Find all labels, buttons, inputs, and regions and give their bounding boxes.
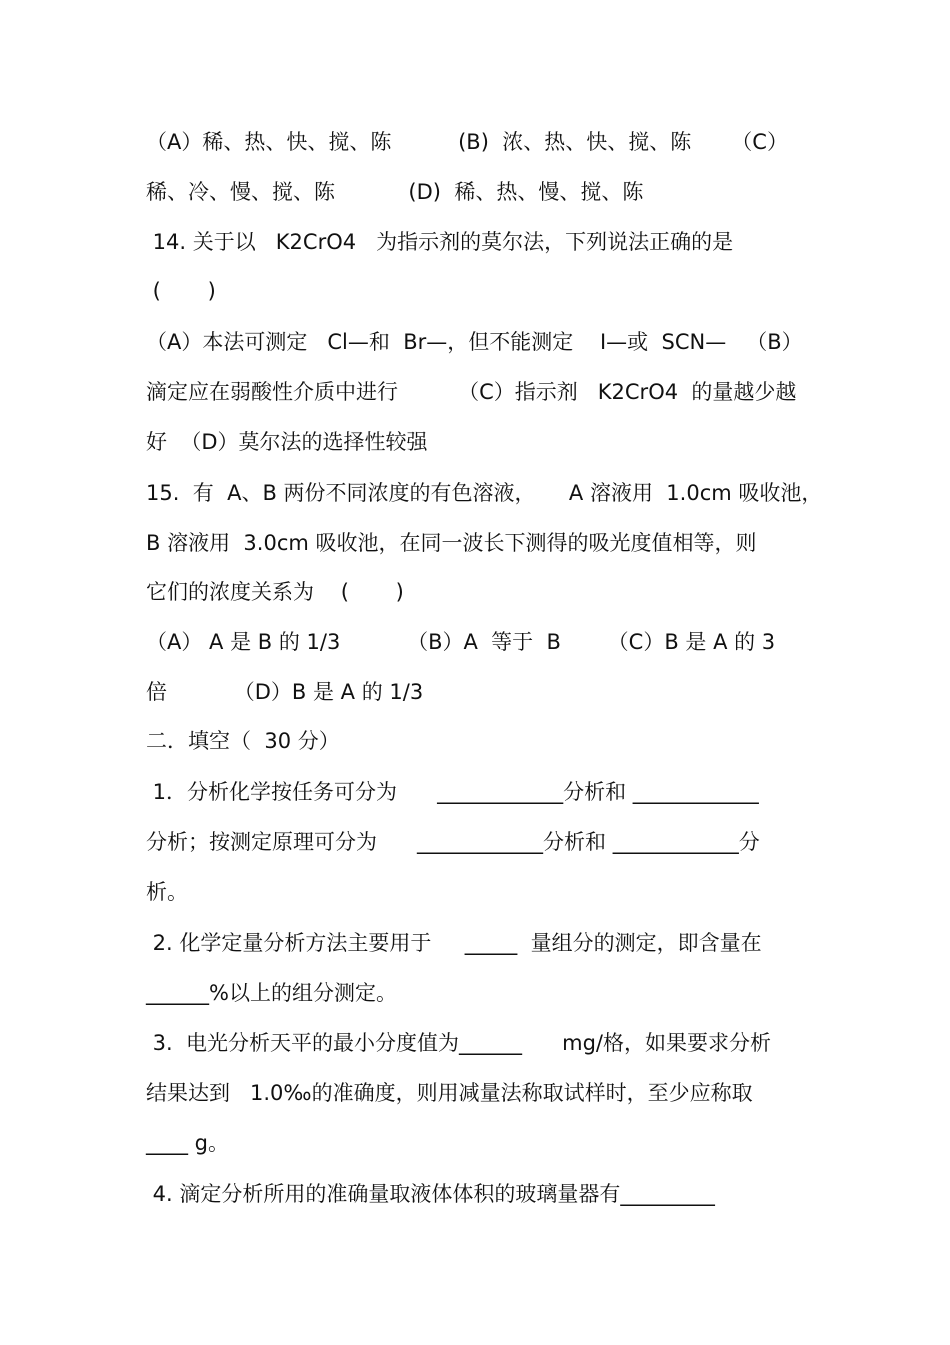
q15-options-line-2: 倍 （D）B 是 A 的 1/3 [146, 680, 424, 704]
q13-options-line-1: （A）稀、热、快、搅、陈 (B) 浓、热、快、搅、陈 （C） [146, 130, 788, 154]
q14-answer-bracket: ( ) [146, 279, 216, 303]
q14-question: 14. 关于以 K2CrO4 为指示剂的莫尔法，下列说法正确的是 [146, 230, 734, 254]
section-heading-fill-in: 二．填空（ 30 分） [146, 729, 340, 753]
q15-question-line-1: 15. 有 A、B 两份不同浓度的有色溶液， A 溶液用 1.0cm 吸收池， [146, 481, 823, 505]
q15-options-line-1: （A） A 是 B 的 1/3 （B）A 等于 B （C）B 是 A 的 3 [146, 630, 776, 654]
q14-options-line-2: 滴定应在弱酸性介质中进行 （C）指示剂 K2CrO4 的量越少越 [146, 380, 797, 404]
fill-q1-line-1: 1．分析化学按任务可分为 ____________分析和 ____________ [146, 780, 759, 804]
fill-q2-line-2: ______%以上的组分测定。 [146, 981, 397, 1005]
fill-q4-line-1: 4. 滴定分析所用的准确量取液体体积的玻璃量器有_________ [146, 1182, 715, 1206]
fill-q1-line-3: 析。 [146, 880, 188, 904]
fill-q3-line-2: 结果达到 1.0‰的准确度，则用减量法称取试样时，至少应称取 [146, 1081, 753, 1105]
fill-q2-line-1: 2. 化学定量分析方法主要用于 _____ 量组分的测定，即含量在 [146, 931, 762, 955]
fill-q3-line-3: ____ g。 [146, 1131, 230, 1155]
q13-options-line-2: 稀、冷、慢、搅、陈 (D) 稀、热、慢、搅、陈 [146, 180, 644, 204]
q15-question-line-2: B 溶液用 3.0cm 吸收池，在同一波长下测得的吸光度值相等，则 [146, 531, 757, 555]
fill-q1-line-2: 分析；按测定原理可分为 ____________分析和 ____________分 [146, 830, 760, 854]
q14-options-line-1: （A）本法可测定 Cl—和 Br—，但不能测定 I—或 SCN— （B） [146, 330, 803, 354]
q15-question-line-3: 它们的浓度关系为 ( ) [146, 580, 404, 604]
q14-options-line-3: 好 （D）莫尔法的选择性较强 [146, 430, 428, 454]
fill-q3-line-1: 3. 电光分析天平的最小分度值为______ mg/格，如果要求分析 [146, 1031, 771, 1055]
